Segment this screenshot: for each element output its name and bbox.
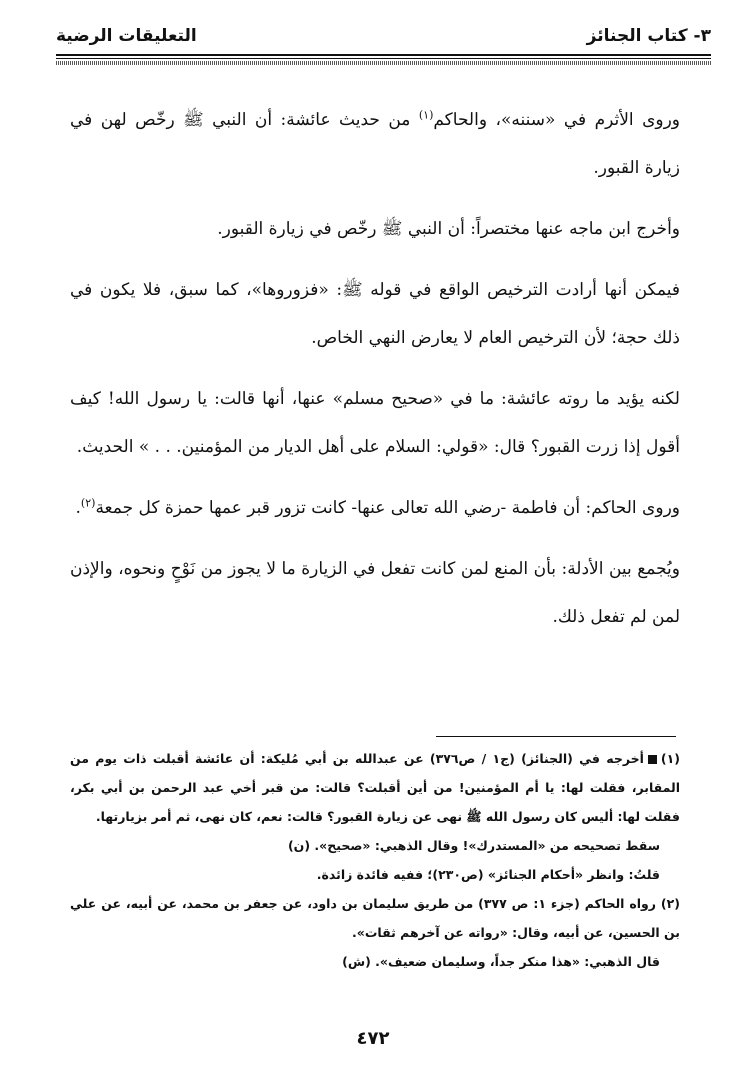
- main-text: [70, 96, 680, 654]
- header-rule: [56, 54, 711, 56]
- chapter-title: ٣- كتاب الجنائز: [586, 26, 711, 46]
- page-number: ٤٧٢: [356, 1028, 390, 1049]
- footnote-separator: [436, 736, 676, 737]
- footnotes: [70, 744, 680, 976]
- paragraph: لكنه يؤيد ما روته عائشة: ما في «صحيح مسلم» عنها، أنها قالت: يا رسول الله! كيف أقول إذا زرت القبور؟ قال: «قولي: السلام على أهل الديار من المؤمنين. . . » الحديث.: [70, 389, 680, 457]
- footnote-1: (١)أخرجه في (الجنائز) (ج١ / ص٣٧٦) عن عبدالله بن أبي مُليكة: أن عائشة أقبلت ذات يوم من المقابر، فقلت لها: يا أم المؤمنين! من أين أقبلت؟ قالت: من قبر أخي عبد الرحمن بن أبي بكر، فقلت لها: أليس كان رسول الله ﷺ نهى عن زيارة القبور؟ قالت: نعم، كان نهى، ثم أمر بزيارتها.: [70, 751, 680, 824]
- footnote-ref: (١): [418, 108, 434, 122]
- footnote-1-remark: قلتُ: وانظر «أحكام الجنائز» (ص٢٣٠)؛ ففيه فائدة زائدة.: [316, 867, 660, 882]
- square-icon: [648, 755, 657, 764]
- header-rule-thin: [56, 58, 711, 59]
- paragraph: وروى الأثرم في «سننه»، والحاكم$^{(١)}$ من حديث عائشة: أن النبي ﷺ رخّص لهن في زيارة القبور.: [70, 108, 680, 178]
- running-header: [56, 26, 711, 52]
- paragraph: وأخرج ابن ماجه عنها مختصراً: أن النبي ﷺ رخّص في زيارة القبور.: [217, 219, 680, 239]
- paragraph: فيمكن أنها أرادت الترخيص الواقع في قوله ﷺ: «فزوروها»، كما سبق، فلا يكون في ذلك حجة؛ لأن الترخيص العام لا يعارض النهي الخاص.: [70, 280, 680, 348]
- footnote-2-comment: قال الذهبي: «هذا منكر جداً، وسليمان ضعيف». (ش): [342, 954, 660, 969]
- footnote-marker: (٢): [660, 896, 680, 911]
- footnote-1-comment: سقط تصحيحه من «المستدرك»! وقال الذهبي: «صحيح». (ن): [287, 838, 660, 853]
- footnote-ref: (٢): [80, 496, 96, 510]
- paragraph: ويُجمع بين الأدلة: بأن المنع لمن كانت تفعل في الزيارة ما لا يجوز من نَوْحٍ ونحوه، والإذن لمن لم تفعل ذلك.: [70, 559, 680, 627]
- header-rule-hatched: [56, 61, 711, 65]
- book-title: التعليقات الرضية: [56, 26, 197, 46]
- footnote-marker: (١): [660, 751, 680, 766]
- footnote-2: (٢) رواه الحاكم (جزء ١: ص ٣٧٧) من طريق سليمان بن داود، عن جعفر بن محمد، عن أبيه، عن علي بن الحسين، عن أبيه، وقال: «رواته عن آخرهم ثقات».: [70, 896, 680, 940]
- paragraph: وروى الحاكم: أن فاطمة -رضي الله تعالى عنها- كانت تزور قبر عمها حمزة كل جمعة$^{(٢)}$.: [75, 496, 680, 518]
